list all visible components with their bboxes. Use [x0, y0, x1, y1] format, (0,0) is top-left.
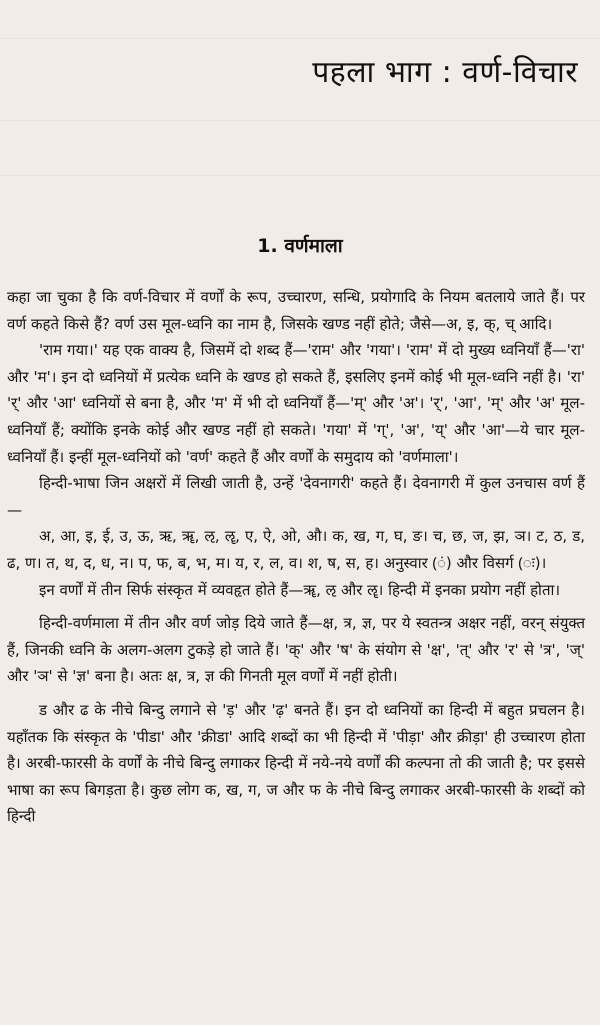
- body-text: [7, 284, 585, 830]
- show-through-line: [0, 120, 600, 121]
- alphabet-list: अ, आ, इ, ई, उ, ऊ, ऋ, ॠ, ऌ, ॡ, ए, ऐ, ओ, औ। क, ख, ग, घ, ङ। च, छ, ज, झ, ञ। ट, ठ, ड, ढ, ण। त, थ, द, ध, न। प, फ, ब, भ, म। य, र, ल, व। श, ष, स, ह। अनुस्वार (ं) और विसर्ग (ः)।: [7, 527, 585, 572]
- paragraph: हिन्दी-वर्णमाला में तीन और वर्ण जोड़ दिये जाते हैं—क्ष, त्र, ज्ञ, पर ये स्वतन्त्र अक्षर नहीं, वरन् संयुक्त हैं, जिनकी ध्वनि के अलग-अलग टुकड़े हो जाते हैं। 'क्' और 'ष' के संयोग से 'क्ष', 'त्' और 'र' से 'त्र', 'ज्' और 'ञ' से 'ज्ञ' बना है। अतः क्ष, त्र, ज्ञ की गिनती मूल वर्णों में नहीं होती।: [7, 614, 585, 686]
- paragraph: इन वर्णों में तीन सिर्फ संस्कृत में व्यवहृत होते हैं—ॠ, ऌ और ॡ। हिन्दी में इनका प्रयोग नहीं होता।: [39, 580, 561, 599]
- chapter-title: 1. वर्णमाला: [257, 235, 343, 257]
- paragraph: 'राम गया।' यह एक वाक्य है, जिसमें दो शब्द हैं—'राम' और 'गया'। 'राम' में दो मुख्य ध्वनियाँ हैं—'रा' और 'म'। इन दो ध्वनियों में प्रत्येक ध्वनि के खण्ड हो सकते हैं, इसलिए इनमें कोई भी मूल-ध्वनि नहीं है। 'रा' 'र्' और 'आ' ध्वनियों से बना है, और 'म' में भी दो ध्वनियाँ हैं—'म्' और 'अ'। 'र्', 'आ', 'म्' और 'अ' मूल-ध्वनियाँ हैं; क्योंकि इनके कोई और खण्ड नहीं हो सकते। 'गया' में 'ग्', 'अ', 'य्' और 'आ'—ये चार मूल-ध्वनियाँ हैं। इन्हीं मूल-ध्वनियों को 'वर्ण' कहते हैं और वर्णों के समुदाय को 'वर्णमाला'।: [7, 341, 585, 466]
- paragraph: ड और ढ के नीचे बिन्दु लगाने से 'ड़' और 'ढ़' बनते हैं। इन दो ध्वनियों का हिन्दी में बहुत प्रचलन है। यहाँतक कि संस्कृत के 'पीडा' और 'क्रीडा' आदि शब्दों का भी हिन्दी में 'पीड़ा' और क्रीड़ा' ही उच्चारण होता है। अरबी-फारसी के वर्णों के नीचे बिन्दु लगाकर हिन्दी में नये-नये वर्णों की कल्पना तो की जाती है; पर इससे भाषा का रूप बिगड़ता है। कुछ लोग क, ख, ग, ज और फ के नीचे बिन्दु लगाकर अरबी-फारसी के शब्दों को हिन्दी: [7, 700, 585, 826]
- part-title: पहला भाग : वर्ण-विचार: [312, 55, 578, 90]
- show-through-line: [0, 175, 600, 176]
- show-through-line: [0, 38, 600, 39]
- paragraph: कहा जा चुका है कि वर्ण-विचार में वर्णों के रूप, उच्चारण, सन्धि, प्रयोगादि के नियम बतलाये जाते हैं। पर वर्ण कहते किसे हैं? वर्ण उस मूल-ध्वनि का नाम है, जिसके खण्ड नहीं होते; जैसे—अ, इ, क्, च् आदि।: [7, 288, 585, 333]
- paragraph: हिन्दी-भाषा जिन अक्षरों में लिखी जाती है, उन्हें 'देवनागरी' कहते हैं। देवनागरी में कुल उनचास वर्ण हैं—: [7, 474, 585, 519]
